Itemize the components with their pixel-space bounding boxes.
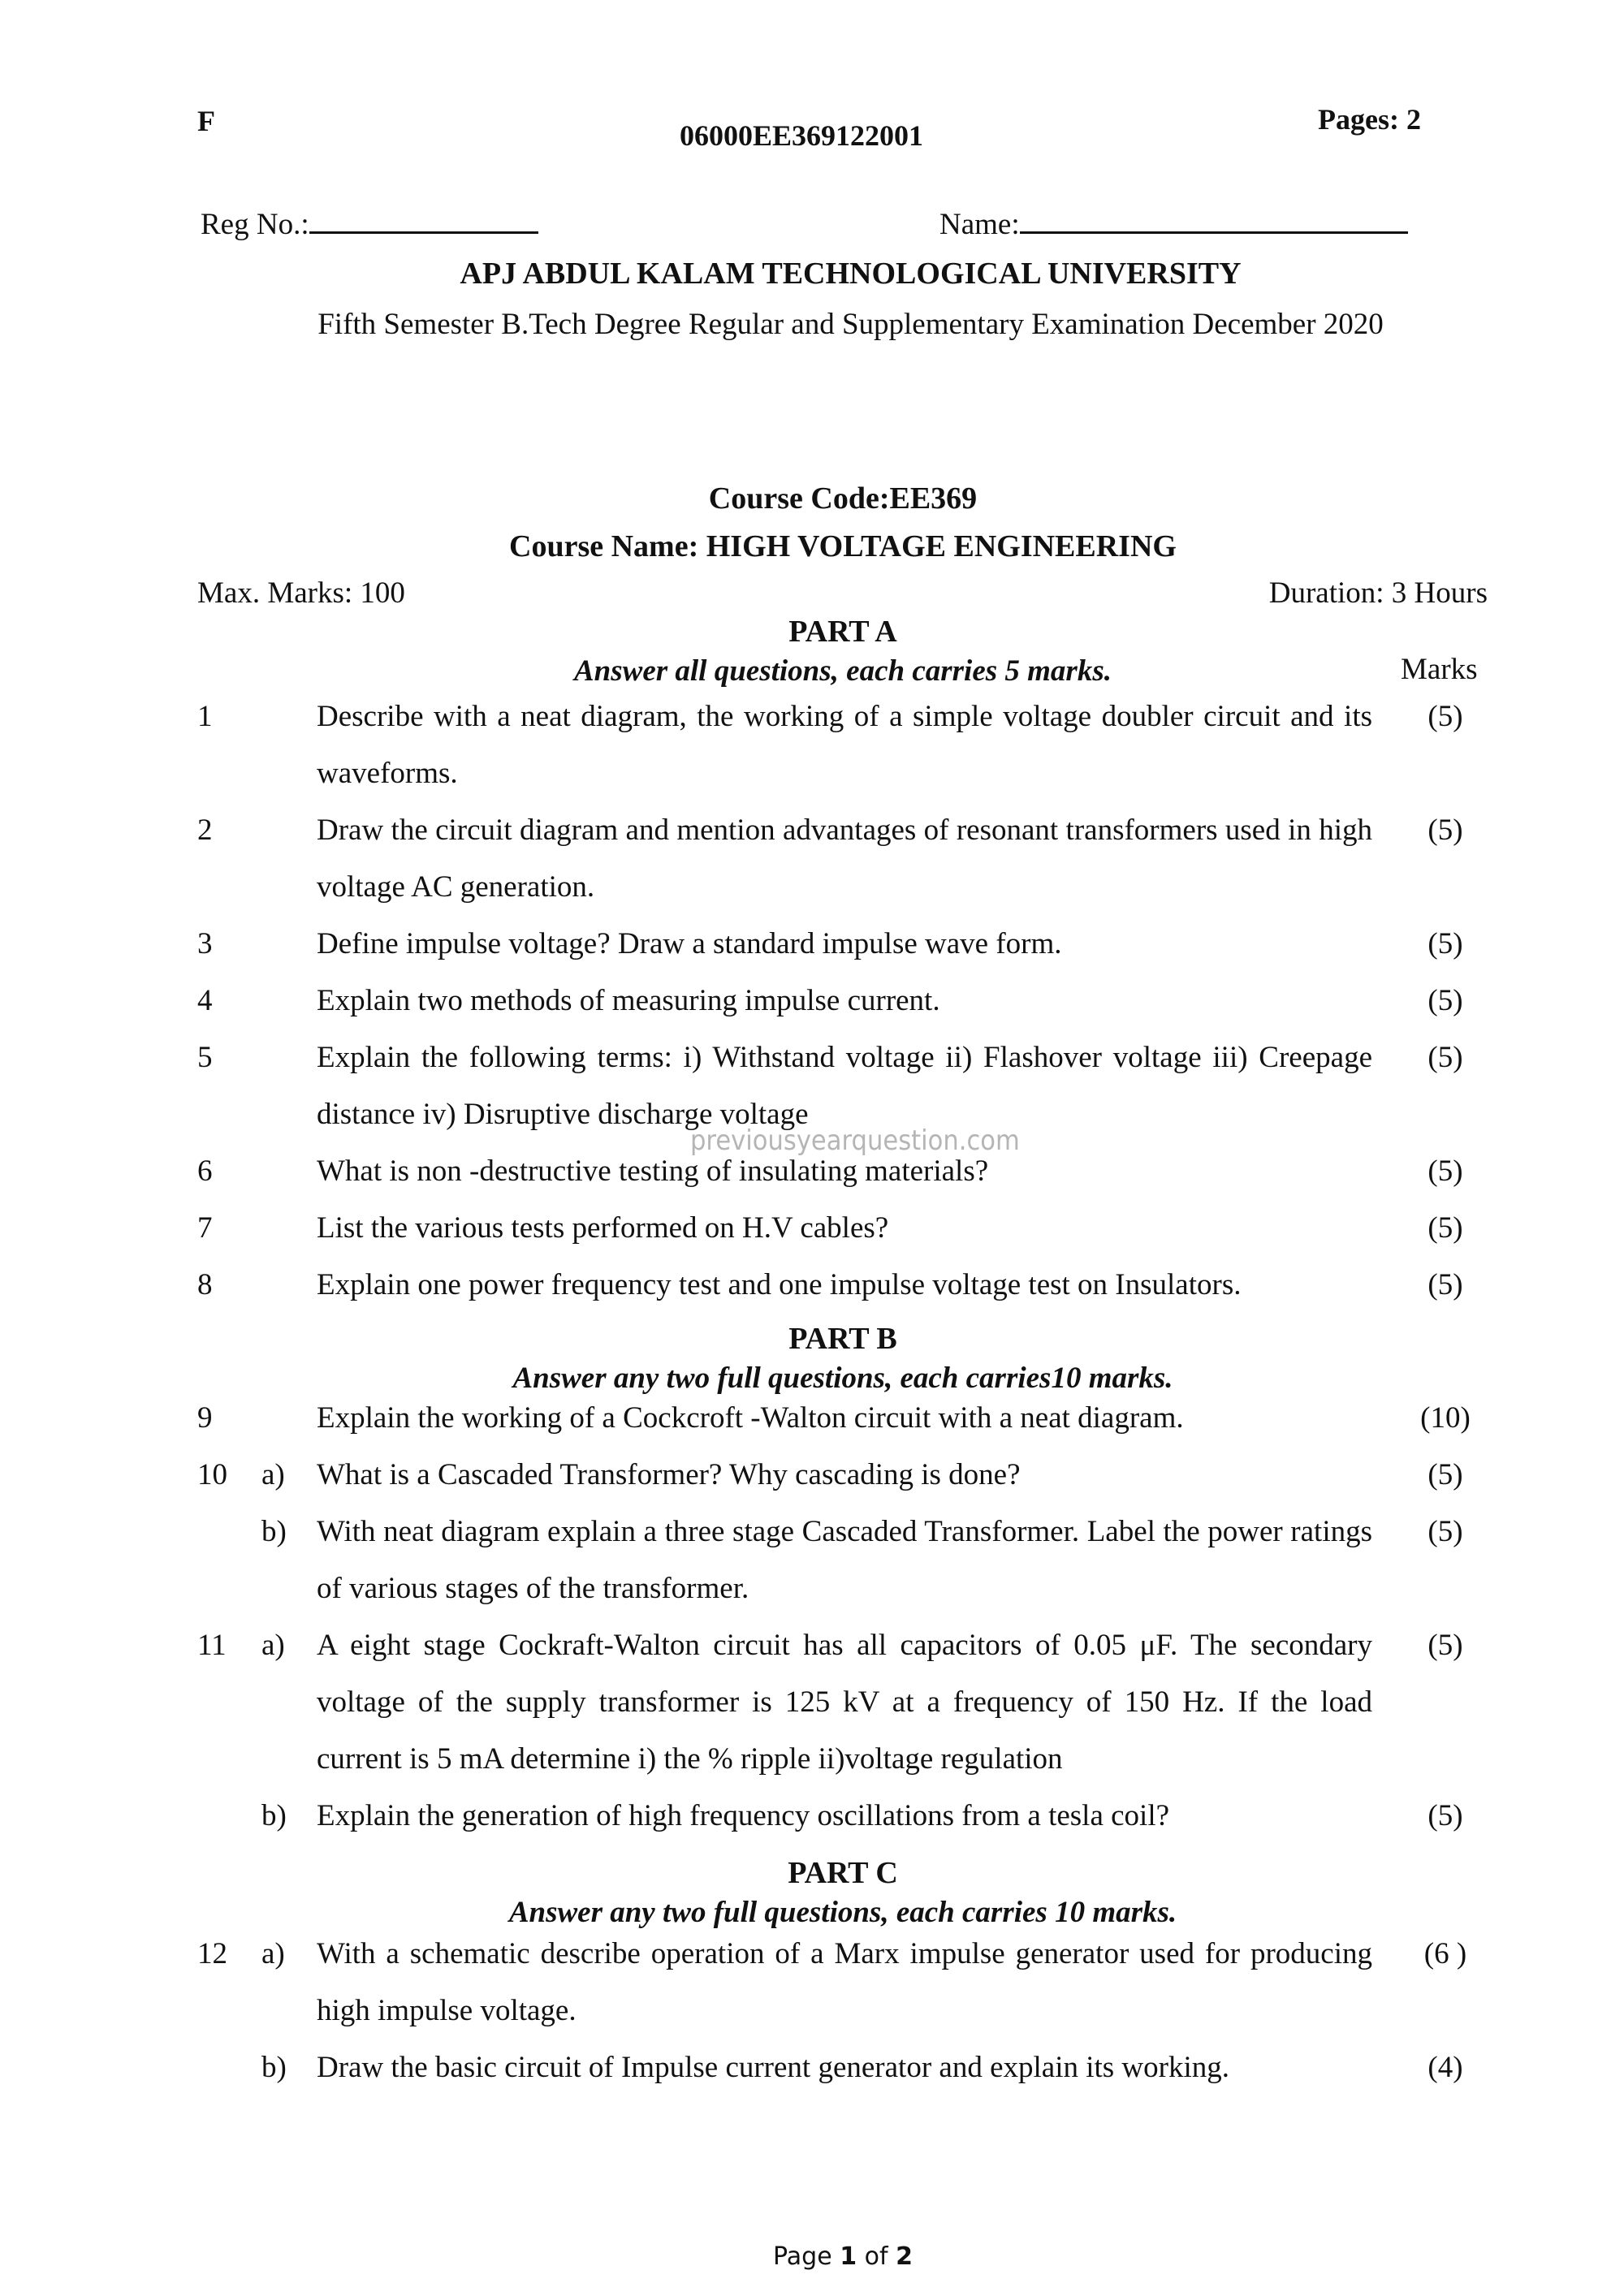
question-marks: (6 ) [1423,1937,1467,1970]
watermark: previousyearquestion.com [690,1124,1020,1157]
max-marks: Max. Marks: 100 [197,576,405,610]
question-sub-label: b) [261,1799,287,1832]
question-marks: (5) [1427,1211,1463,1245]
question-marks: (5) [1427,1515,1463,1548]
name-blank [1020,207,1408,234]
question-sub-label: b) [261,1515,287,1548]
question-number: 7 [197,1211,213,1245]
question-marks: (5) [1427,1268,1463,1301]
question-text: Explain the working of a Cockcroft -Walton circuit with a neat diagram. [317,1401,1184,1435]
question-number: 9 [197,1401,213,1435]
question-sub-label: b) [261,2051,287,2084]
pages-count: Pages: 2 [1318,103,1421,136]
question-number: 11 [197,1629,227,1662]
question-number: 10 [197,1458,227,1491]
question-text: With a schematic describe operation of a Marx impulse generator used for producing high impulse voltage. [317,1937,1372,2027]
question-marks: (5) [1427,700,1463,733]
question-marks: (5) [1427,927,1463,960]
question-text: Draw the circuit diagram and mention advantages of resonant transformers used in high voltage AC generation. [317,814,1372,904]
question-marks: (5) [1427,1799,1463,1832]
part-b-instruction: Answer any two full questions, each carries10 marks. [512,1362,1173,1395]
part-b-title: PART B [788,1322,897,1356]
paper-code: 06000EE369122001 [680,119,924,152]
question-text: List the various tests performed on H.V cables? [317,1211,889,1245]
part-a-title: PART A [788,615,897,649]
question-text: Describe with a neat diagram, the working of a simple voltage doubler circuit and its waveforms. [317,700,1372,790]
footer-current-page: 1 [840,2242,857,2271]
question-marks: (5) [1427,1458,1463,1491]
question-text: A eight stage Cockraft-Walton circuit has all capacitors of 0.05 μF. The secondary voltage of the supply transformer is 125 kV at a frequency of 150 Hz. If the load current is 5 mA determine i) the % ripple ii)voltage regulation [317,1629,1372,1776]
question-marks: (10) [1420,1401,1471,1435]
name-label: Name: [939,208,1020,241]
part-c-title: PART C [788,1856,898,1890]
footer-total-pages: 2 [896,2242,913,2271]
question-number: 2 [197,814,213,847]
question-text: Explain the following terms: i) Withstand voltage ii) Flashover voltage iii) Creepage distance iv) Disruptive discharge voltage [317,1041,1372,1131]
question-marks: (5) [1427,1041,1463,1074]
question-text: Define impulse voltage? Draw a standard impulse wave form. [317,927,1062,960]
question-text: Explain two methods of measuring impulse current. [317,984,940,1017]
university-name: APJ ABDUL KALAM TECHNOLOGICAL UNIVERSITY [460,257,1242,291]
question-number: 5 [197,1041,213,1074]
question-text: With neat diagram explain a three stage Cascaded Transformer. Label the power ratings of various stages of the transformer. [317,1515,1372,1605]
question-text: What is non -destructive testing of insulating materials? [317,1154,989,1188]
question-sub-label: a) [261,1458,285,1491]
question-marks: (5) [1427,1629,1463,1662]
question-marks: (4) [1427,2051,1463,2084]
question-number: 1 [197,700,213,733]
question-text: What is a Cascaded Transformer? Why cascading is done? [317,1458,1021,1491]
course-name: Course Name: HIGH VOLTAGE ENGINEERING [509,529,1177,563]
question-marks: (5) [1427,984,1463,1017]
question-text: Draw the basic circuit of Impulse current generator and explain its working. [317,2051,1230,2084]
question-number: 8 [197,1268,213,1301]
footer-of-label: of [857,2242,896,2271]
question-number: 6 [197,1154,213,1188]
reg-no-label: Reg No.: [201,208,309,241]
marks-header: Marks [1401,653,1478,686]
question-marks: (5) [1427,814,1463,847]
exam-title: Fifth Semester B.Tech Degree Regular and Supplementary Examination December 2020 [317,308,1384,341]
question-marks: (5) [1427,1154,1463,1188]
set-label: F [197,105,215,137]
reg-no-field [201,207,538,242]
question-text: Explain one power frequency test and one impulse voltage test on Insulators. [317,1268,1242,1301]
reg-no-blank [309,207,538,234]
page-footer [0,2242,1624,2271]
duration: Duration: 3 Hours [1268,576,1488,610]
question-sub-label: a) [261,1937,285,1970]
part-a-instruction: Answer all questions, each carries 5 marks. [574,654,1112,688]
question-text: Explain the generation of high frequency oscillations from a tesla coil? [317,1799,1170,1832]
question-number: 3 [197,927,213,960]
name-field [939,207,1408,242]
question-sub-label: a) [261,1629,285,1662]
question-number: 4 [197,984,213,1017]
question-number: 12 [197,1937,227,1970]
footer-page-label: Page [773,2242,840,2271]
course-code: Course Code:EE369 [708,481,978,516]
part-c-instruction: Answer any two full questions, each carries 10 marks. [508,1896,1177,1929]
